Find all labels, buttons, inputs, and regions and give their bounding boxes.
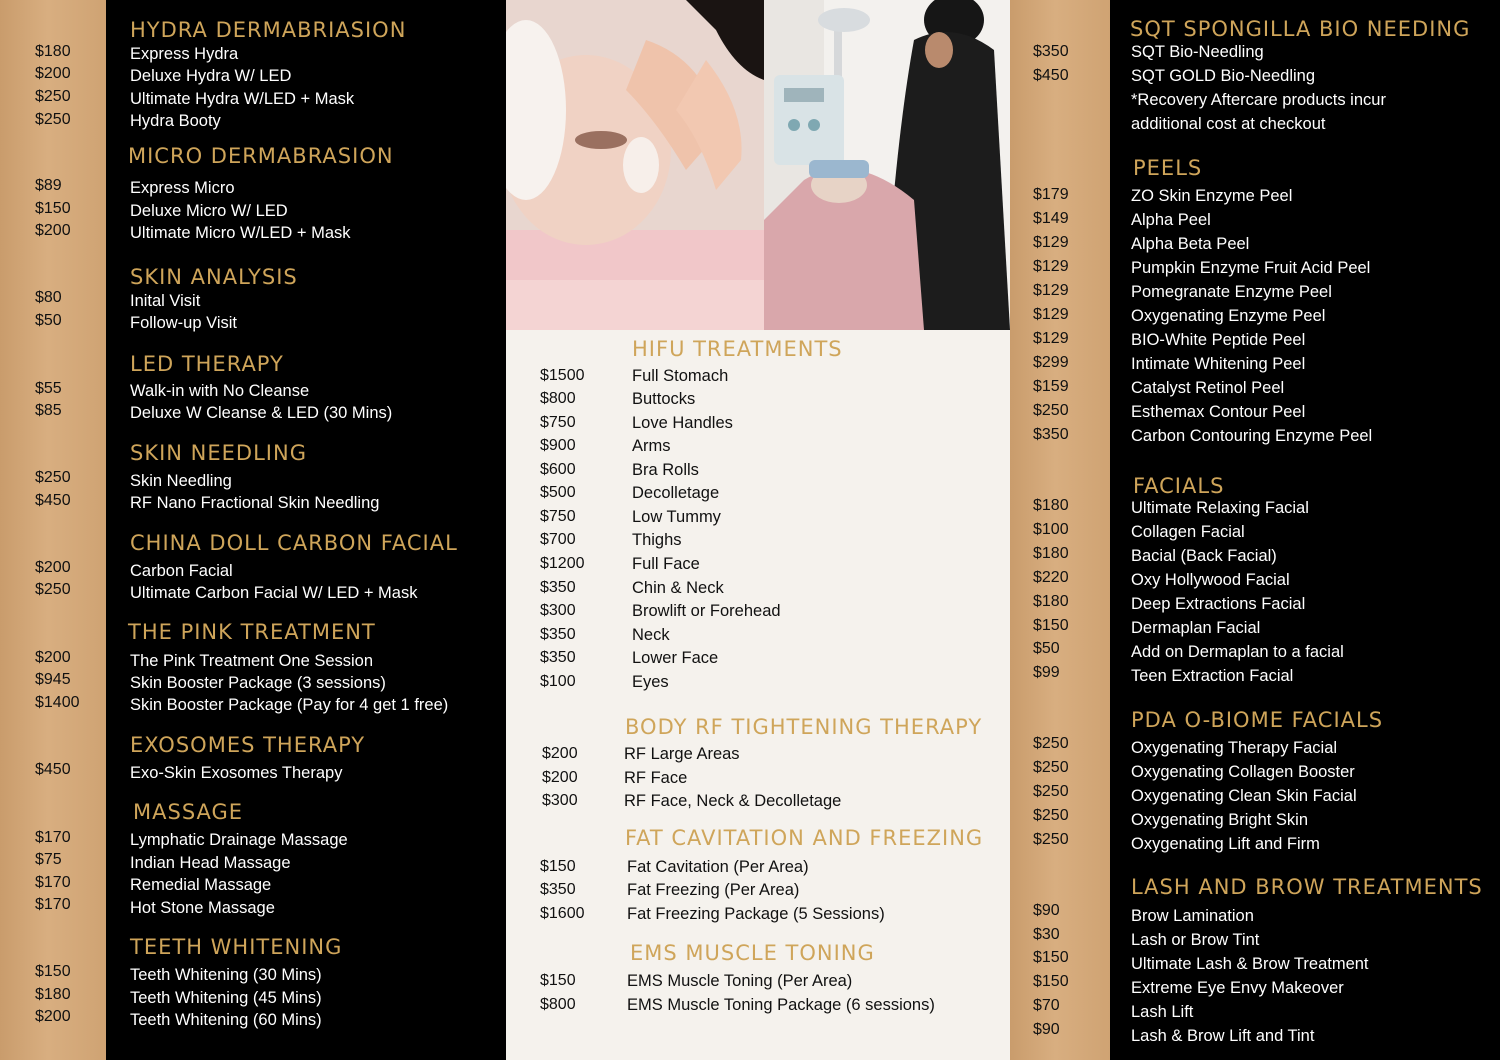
item-sqt-bio: SQT Bio-Needling [1131,43,1264,61]
item-catalyst-retinol: Catalyst Retinol Peel [1131,379,1285,397]
item-deluxe-hydra: Deluxe Hydra W/ LED [130,67,292,85]
item-remedial: Remedial Massage [130,876,272,894]
item-love-handles: Love Handles [632,414,733,432]
note-recovery-aftercare: *Recovery Aftercare products incur [1131,91,1386,109]
item-deluxe-micro: Deluxe Micro W/ LED [130,202,288,220]
esthetician-photo [764,0,1010,330]
item-walk-in: Walk-in with No Cleanse [130,382,310,400]
price-ultimate-carbon: $250 [35,581,71,598]
section-title-exosomes: EXOSOMES THERAPY [130,733,366,757]
price-deluxe-micro: $150 [35,200,71,217]
item-deluxe-cleanse-led: Deluxe W Cleanse & LED (30 Mins) [130,404,393,422]
item-eyes: Eyes [632,673,669,691]
price-neck: $350 [540,626,576,643]
item-skin-needling: Skin Needling [130,472,232,490]
item-rf-nano: RF Nano Fractional Skin Needling [130,494,380,512]
price-teeth-30: $150 [35,963,71,980]
item-full-face: Full Face [632,555,700,573]
item-collagen-facial: Collagen Facial [1131,523,1245,541]
item-add-dermaplan: Add on Dermaplan to a facial [1131,643,1344,661]
price-fat-freezing: $350 [540,881,576,898]
price-rf-nano: $450 [35,492,71,509]
item-carbon-contouring: Carbon Contouring Enzyme Peel [1131,427,1373,445]
price-pomegranate: $129 [1033,282,1069,299]
item-lower-face: Lower Face [632,649,719,667]
price-lash-lift: $70 [1033,997,1060,1014]
section-title-body-rf: BODY RF TIGHTENING THERAPY [625,715,983,739]
item-oxy-hollywood: Oxy Hollywood Facial [1131,571,1290,589]
price-low-tummy: $750 [540,508,576,525]
section-title-led-therapy: LED THERAPY [130,352,284,376]
section-title-lash-brow: LASH AND BROW TREATMENTS [1131,875,1483,899]
item-chin-neck: Chin & Neck [632,579,724,597]
item-arms: Arms [632,437,671,455]
item-pink-one: The Pink Treatment One Session [130,652,374,670]
item-oxy-lift: Oxygenating Lift and Firm [1131,835,1320,853]
price-decolletage: $500 [540,484,576,501]
price-oxy-collagen: $250 [1033,759,1069,776]
price-sqt-bio: $350 [1033,43,1069,60]
section-title-pink-treatment: THE PINK TREATMENT [128,620,376,644]
price-bacial: $180 [1033,545,1069,562]
item-full-stomach: Full Stomach [632,367,729,385]
price-initial-visit: $80 [35,289,62,306]
item-skin-booster-4: Skin Booster Package (Pay for 4 get 1 free) [130,696,449,714]
section-title-sqt: SQT SPONGILLA BIO NEEDING [1130,17,1471,41]
price-alpha-peel: $149 [1033,210,1069,227]
item-decolletage: Decolletage [632,484,720,502]
item-oxy-clean: Oxygenating Clean Skin Facial [1131,787,1357,805]
facial-treatment-photo [506,0,764,330]
price-ems-per-area: $150 [540,972,576,989]
price-oxy-bright: $250 [1033,807,1069,824]
item-follow-up-visit: Follow-up Visit [130,314,237,332]
item-lymphatic: Lymphatic Drainage Massage [130,831,348,849]
item-fat-freezing: Fat Freezing (Per Area) [627,881,800,899]
price-carbon-facial: $200 [35,559,71,576]
item-fat-freezing-package: Fat Freezing Package (5 Sessions) [627,905,885,923]
item-initial-visit: Inital Visit [130,292,201,310]
price-follow-up-visit: $50 [35,312,62,329]
price-deep-extractions: $180 [1033,593,1069,610]
price-arms: $900 [540,437,576,454]
price-browlift: $300 [540,602,576,619]
item-exo-skin: Exo-Skin Exosomes Therapy [130,764,343,782]
price-carbon-contouring: $350 [1033,426,1069,443]
price-exo-skin: $450 [35,761,71,778]
price-express-hydra: $180 [35,43,71,60]
section-title-teeth-whitening: TEETH WHITENING [130,935,343,959]
section-title-hifu: HIFU TREATMENTS [632,337,843,361]
price-eyes: $100 [540,673,576,690]
item-dermaplan: Dermaplan Facial [1131,619,1261,637]
price-pumpkin: $129 [1033,258,1069,275]
section-title-hydra-dermabrasion: HYDRA DERMABRIASION [130,18,407,42]
section-title-facials: FACIALS [1133,474,1225,498]
price-brow-lamination: $90 [1033,902,1060,919]
item-esthemax: Esthemax Contour Peel [1131,403,1306,421]
item-pumpkin: Pumpkin Enzyme Fruit Acid Peel [1131,259,1371,277]
price-full-stomach: $1500 [540,367,585,384]
item-express-micro: Express Micro [130,179,235,197]
section-title-china-doll: CHINA DOLL CARBON FACIAL [130,531,458,555]
section-title-skin-needling: SKIN NEEDLING [130,441,307,465]
price-teen-extraction: $99 [1033,664,1060,681]
item-ultimate-lash-brow: Ultimate Lash & Brow Treatment [1131,955,1369,973]
item-buttocks: Buttocks [632,390,696,408]
item-ems-package: EMS Muscle Toning Package (6 sessions) [627,996,935,1014]
price-rf-large-areas: $200 [542,745,578,762]
item-fat-cavitation: Fat Cavitation (Per Area) [627,858,809,876]
price-add-dermaplan: $50 [1033,640,1060,657]
item-extreme-eye-envy: Extreme Eye Envy Makeover [1131,979,1344,997]
item-indian-head: Indian Head Massage [130,854,291,872]
price-ultimate-relaxing: $180 [1033,497,1069,514]
section-title-skin-analysis: SKIN ANALYSIS [130,265,298,289]
price-oxy-lift: $250 [1033,831,1069,848]
price-catalyst-retinol: $159 [1033,378,1069,395]
item-oxy-therapy: Oxygenating Therapy Facial [1131,739,1338,757]
price-teeth-45: $180 [35,986,71,1003]
price-pink-one: $200 [35,649,71,666]
item-teen-extraction: Teen Extraction Facial [1131,667,1294,685]
price-lymphatic: $170 [35,829,71,846]
price-thighs: $700 [540,531,576,548]
price-fat-freezing-package: $1600 [540,905,585,922]
price-oxy-hollywood: $220 [1033,569,1069,586]
price-fat-cavitation: $150 [540,858,576,875]
price-walk-in: $55 [35,380,62,397]
item-ems-per-area: EMS Muscle Toning (Per Area) [627,972,853,990]
price-ultimate-lash-brow: $150 [1033,949,1069,966]
price-deluxe-hydra: $200 [35,65,71,82]
item-browlift: Browlift or Forehead [632,602,781,620]
price-collagen-facial: $100 [1033,521,1069,538]
price-ems-package: $800 [540,996,576,1013]
price-lash-brow-lift-tint: $90 [1033,1021,1060,1038]
price-full-face: $1200 [540,555,585,572]
item-ultimate-micro: Ultimate Micro W/LED + Mask [130,224,351,242]
item-bacial: Bacial (Back Facial) [1131,547,1277,565]
item-ultimate-carbon: Ultimate Carbon Facial W/ LED + Mask [130,584,418,602]
price-skin-booster-3: $945 [35,671,71,688]
price-buttocks: $800 [540,390,576,407]
price-alpha-beta: $129 [1033,234,1069,251]
item-hot-stone: Hot Stone Massage [130,899,275,917]
price-hydra-booty: $250 [35,111,71,128]
item-neck: Neck [632,626,670,644]
item-express-hydra: Express Hydra [130,45,239,63]
item-oxy-bright: Oxygenating Bright Skin [1131,811,1309,829]
note-additional-cost: additional cost at checkout [1131,115,1326,133]
item-rf-face: RF Face [624,769,688,787]
item-oxy-collagen: Oxygenating Collagen Booster [1131,763,1355,781]
item-oxygenating-enzyme: Oxygenating Enzyme Peel [1131,307,1326,325]
item-rf-large-areas: RF Large Areas [624,745,740,763]
price-oxy-clean: $250 [1033,783,1069,800]
item-brow-lamination: Brow Lamination [1131,907,1254,925]
price-skin-booster-4: $1400 [35,694,80,711]
price-sqt-gold: $450 [1033,67,1069,84]
item-lash-lift: Lash Lift [1131,1003,1194,1021]
price-lower-face: $350 [540,649,576,666]
item-skin-booster-3: Skin Booster Package (3 sessions) [130,674,386,692]
price-zo-skin: $179 [1033,186,1069,203]
item-hydra-booty: Hydra Booty [130,112,221,130]
price-remedial: $170 [35,874,71,891]
section-title-ems: EMS MUSCLE TONING [630,941,875,965]
item-thighs: Thighs [632,531,682,549]
price-lash-brow-tint: $30 [1033,926,1060,943]
item-rf-face-neck: RF Face, Neck & Decolletage [624,792,842,810]
price-chin-neck: $350 [540,579,576,596]
item-teeth-60: Teeth Whitening (60 Mins) [130,1011,322,1029]
price-indian-head: $75 [35,851,62,868]
item-teeth-45: Teeth Whitening (45 Mins) [130,989,322,1007]
item-bio-white: BIO-White Peptide Peel [1131,331,1306,349]
price-intimate-whitening: $299 [1033,354,1069,371]
item-lash-brow-lift-tint: Lash & Brow Lift and Tint [1131,1027,1315,1045]
price-oxy-therapy: $250 [1033,735,1069,752]
price-hot-stone: $170 [35,896,71,913]
item-ultimate-relaxing: Ultimate Relaxing Facial [1131,499,1309,517]
section-title-fat-cavitation: FAT CAVITATION AND FREEZING [625,826,984,850]
item-low-tummy: Low Tummy [632,508,721,526]
price-bra-rolls: $600 [540,461,576,478]
section-title-micro-dermabrasion: MICRO DERMABRASION [128,144,394,168]
price-rf-face-neck: $300 [542,792,578,809]
item-carbon-facial: Carbon Facial [130,562,233,580]
item-lash-brow-tint: Lash or Brow Tint [1131,931,1260,949]
section-title-pda: PDA O-BIOME FACIALS [1131,708,1384,732]
item-pomegranate: Pomegranate Enzyme Peel [1131,283,1332,301]
price-extreme-eye-envy: $150 [1033,973,1069,990]
price-deluxe-cleanse-led: $85 [35,402,62,419]
price-skin-needling: $250 [35,469,71,486]
item-bra-rolls: Bra Rolls [632,461,699,479]
item-zo-skin: ZO Skin Enzyme Peel [1131,187,1293,205]
price-ultimate-micro: $200 [35,222,71,239]
price-oxygenating-enzyme: $129 [1033,306,1069,323]
item-deep-extractions: Deep Extractions Facial [1131,595,1306,613]
price-rf-face: $200 [542,769,578,786]
price-love-handles: $750 [540,414,576,431]
item-sqt-gold: SQT GOLD Bio-Needling [1131,67,1316,85]
section-title-massage: MASSAGE [133,800,244,824]
item-alpha-peel: Alpha Peel [1131,211,1211,229]
price-esthemax: $250 [1033,402,1069,419]
price-bio-white: $129 [1033,330,1069,347]
section-title-peels: PEELS [1133,156,1203,180]
price-teeth-60: $200 [35,1008,71,1025]
item-ultimate-hydra: Ultimate Hydra W/LED + Mask [130,90,355,108]
item-teeth-30: Teeth Whitening (30 Mins) [130,966,322,984]
price-dermaplan: $150 [1033,617,1069,634]
item-intimate-whitening: Intimate Whitening Peel [1131,355,1306,373]
price-ultimate-hydra: $250 [35,88,71,105]
item-alpha-beta: Alpha Beta Peel [1131,235,1250,253]
price-express-micro: $89 [35,177,62,194]
